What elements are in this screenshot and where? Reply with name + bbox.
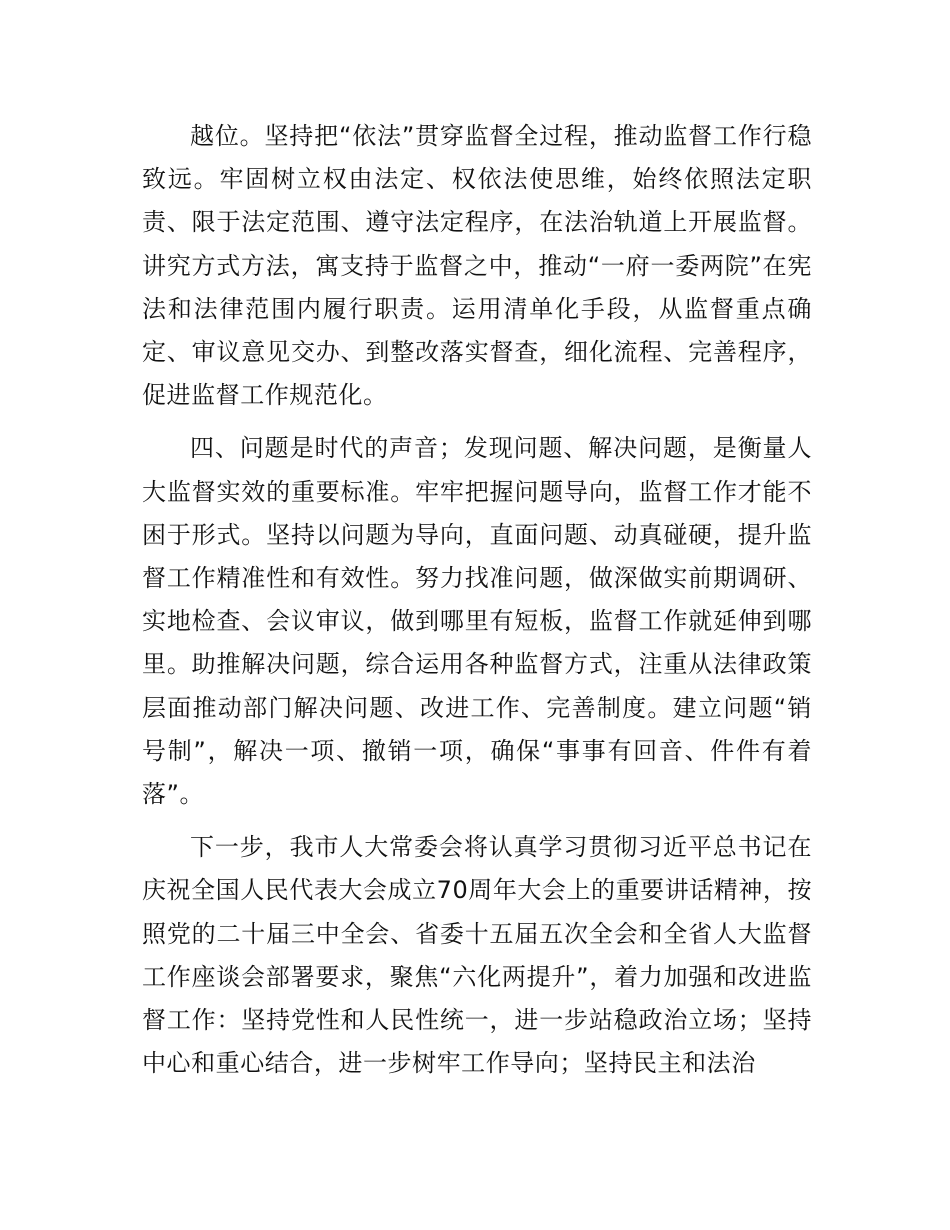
paragraph-problem-orientation: 四、问题是时代的声音；发现问题、解决问题，是衡量人大监督实效的重要标准。牢牢把握问题导向，监督工作才能不困于形式。坚持以问题为导向，直面问题、动真碰硬，提升监督工作精准性和有效性。努力找准问题，做深做实前期调研、实地检查、会议审议，做到哪里有短板，监督工作就延伸到哪里。助推解决问题，综合运用各种监督方式，注重从法律政策层面推动部门解决问题、改进工作、完善制度。建立问题“销号制”，解决一项、撤销一项，确保“事事有回音、件件有着落”。 — [142, 434, 812, 809]
paragraph-continuation: 越位。坚持把“依法”贯穿监督全过程，推动监督工作行稳致远。牢固树立权由法定、权依法使思维，始终依照法定职责、限于法定范围、遵守法定程序，在法治轨道上开展监督。讲究方式方法，寓支持于监督之中，推动“一府一委两院”在宪法和法律范围内履行职责。运用清单化手段，从监督重点确定、审议意见交办、到整改落实督查，细化流程、完善程序，促进监督工作规范化。 — [142, 122, 812, 410]
paragraph-next-steps: 下一步，我市人大常委会将认真学习贯彻习近平总书记在庆祝全国人民代表大会成立70周年大会上的重要讲话精神，按照党的二十届三中全会、省委十五届五次全会和全省人大监督工作座谈会部署要求，聚焦“六化两提升”，着力加强和改进监督工作：坚持党性和人民性统一，进一步站稳政治立场；坚持中心和重心结合，进一步树牢工作导向；坚持民主和法治 — [142, 833, 812, 1078]
document-body — [142, 115, 812, 1095]
